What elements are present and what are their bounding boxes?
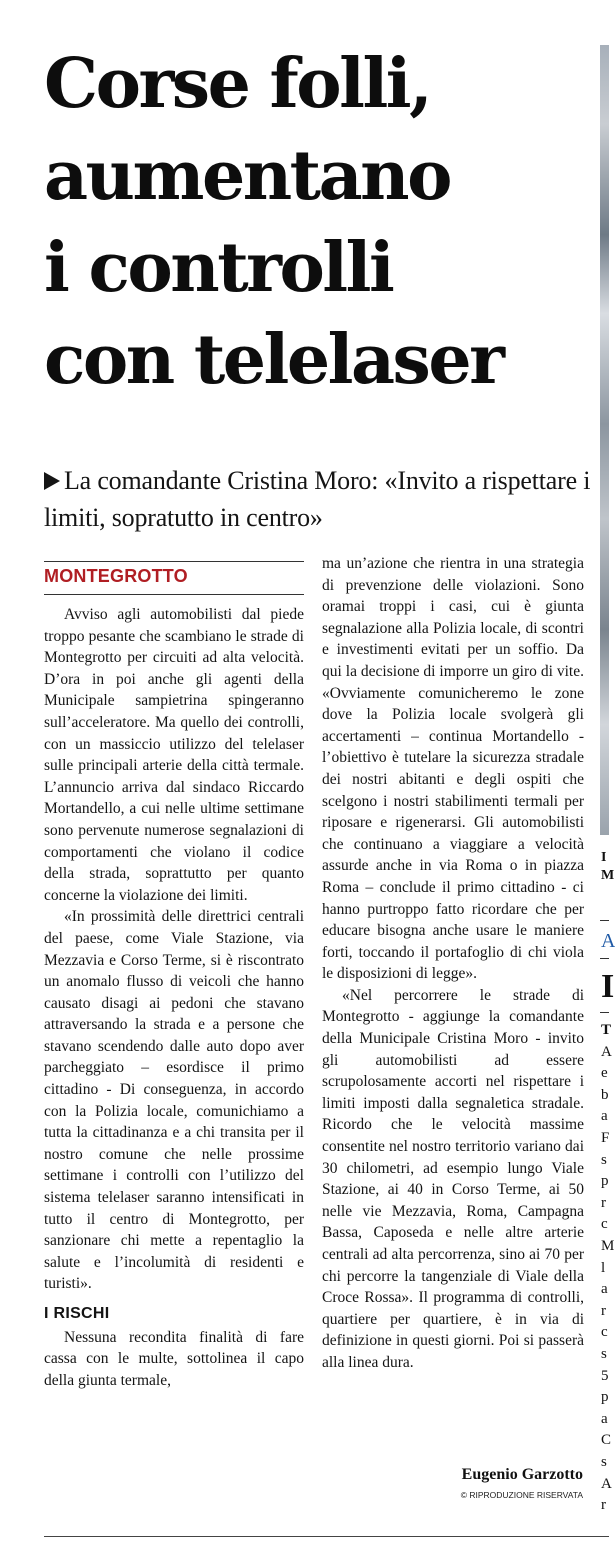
adjacent-line-fragment: l <box>601 1259 606 1276</box>
adjacent-line-fragment: c <box>601 1216 608 1233</box>
adjacent-rule <box>600 1012 609 1013</box>
adjacent-caption: I <box>601 850 607 865</box>
paragraph: «Nel percorrere le strade di Montegrotto - aggiunge la comandante della Municipale Cristina Moro - invito gli automobilisti ad essere scrupolosamente accorti nel rispettare i limiti imposti dalla segnaletica stradale. Ricordo che le velocità massime consentite nel nostro territorio variano dai 30 chilometri, ad esempio lungo Viale Stazione, ai 40 in Corso Terme, ai 50 nelle vie Mezzavia, Roma, Campagna Bassa, Caposeda e nelle altre arterie centrali ad alta percorrenza, sino ai 70 per chi percorre la tangenziale di Viale della Croce Rossa». Il programma di controlli, quartiere per quartiere, è in via di definizione in questi giorni. Poi si passerà alla linea dura. <box>322 986 584 1371</box>
paragraph: Nessuna recondita finalità di fare cassa con le multe, sottolinea il capo della giunta termale, <box>44 1328 304 1389</box>
headline <box>44 38 600 406</box>
adjacent-line-fragment: A <box>601 1043 612 1060</box>
byline: Eugenio Garzotto <box>461 1466 583 1483</box>
headline-line: aumentano <box>44 136 450 216</box>
adjacent-line-fragment: M <box>601 1238 615 1254</box>
adjacent-line-fragment: r <box>601 1497 606 1514</box>
subtitle <box>44 462 599 536</box>
bottom-rule <box>44 1536 609 1537</box>
body-column-1 <box>44 558 304 1391</box>
adjacent-line-fragment: a <box>601 1410 608 1427</box>
body-column-2 <box>322 553 584 1374</box>
adjacent-line-fragment: p <box>601 1389 609 1406</box>
kicker: MONTEGROTTO <box>44 566 188 586</box>
adjacent-line-fragment: s <box>601 1151 607 1168</box>
adjacent-line-fragment: A <box>601 1475 612 1492</box>
adjacent-rule <box>600 958 609 959</box>
copyright-notice: © RIPRODUZIONE RISERVATA <box>460 1490 583 1500</box>
adjacent-photo-edge <box>600 45 609 835</box>
adjacent-line-fragment: s <box>601 1454 607 1470</box>
subhead: I RISCHI <box>44 1305 110 1322</box>
adjacent-line-fragment: a <box>601 1108 608 1125</box>
adjacent-line-fragment: 5 <box>601 1367 609 1384</box>
paragraph: ma un’azione che rientra in una strategia di prevenzione delle violazioni. Sono oramai troppi i casi, cui è giunta segnalazione alla Polizia locale, di scontri e investimenti evitati per un soffio. Da qui la decisione di imporre un giro di vite. «Ovviamente comunicheremo le zone dove la Polizia locale svolgerà gli accertamenti – continua Mortandello - l’obiettivo è tutelare la sicurezza stradale dei nostri abitanti e degli ospiti che scelgono i nostri stabilimenti termali per riposare e rigenerarsi. Gli automobilisti che continuano a viaggiare a velocità assurde anche in via Roma o in piazza Roma – conclude il primo cittadino - ci hanno purtroppo fatto ricordare che per educare bisogna anche usare le maniere forti, toccando il portafoglio di chi viola le disposizioni di legge». <box>322 555 584 983</box>
adjacent-line-fragment: a <box>601 1281 608 1298</box>
subtitle-text: La comandante Cristina Moro: «Invito a rispettare i limiti, sopratutto in centro» <box>44 466 591 532</box>
adjacent-line-fragment: r <box>601 1302 606 1319</box>
adjacent-kicker: A <box>601 930 615 952</box>
paragraph: Avviso agli automobilisti dal piede troppo pesante che scambiano le strade di Montegrotto per circuiti ad alta velocità. D’ora in poi anche gli agenti della Municipale sampietrina spingeranno sull’acceleratore. Ma quello dei controlli, con un massiccio utilizzo del telelaser sulle principali arterie della città termale. L’annuncio arriva dal sindaco Riccardo Mortandello, a cui nelle ultime settimane sono pervenute numerose segnalazioni di comportamenti che violano il codice della strada, soprattutto per quanto concerne la violazione dei limiti. <box>44 606 304 904</box>
paragraph: «In prossimità delle direttrici centrali del paese, come Viale Stazione, via Mezzavia e Corso Terme, si è riscontrato un anomalo flusso di veicoli che hanno causato disagi ai pedoni che stavano attraversando la strada e a persone che stavano scendendo dalle auto dopo aver parcheggiato – esordisce il primo cittadino - Di conseguenza, in accordo con la Polizia locale, comunichiamo a tutta la cittadinanza e a chi transita per il nostro comune che nelle prossime settimane i controlli con l’utilizzo del sistema telelaser saranno intensificati in tutto il centro di Montegrotto, per sanzionare chi mette a repentaglio la salute e l’incolumità di residenti e turisti». <box>44 908 304 1293</box>
headline-line: con telelaser <box>44 320 503 400</box>
adjacent-line-fragment: p <box>601 1173 609 1190</box>
adjacent-line-fragment: c <box>601 1324 608 1341</box>
adjacent-line-fragment: e <box>601 1065 608 1082</box>
triangle-right-icon <box>44 472 60 490</box>
headline-line: i controlli <box>44 228 393 308</box>
adjacent-rule <box>600 920 609 921</box>
adjacent-line-fragment: C <box>601 1432 612 1449</box>
adjacent-line-fragment: b <box>601 1086 609 1103</box>
adjacent-line-fragment: r <box>601 1194 606 1211</box>
adjacent-line-fragment: T <box>601 1022 612 1038</box>
headline-line: Corse folli, <box>44 44 431 124</box>
adjacent-caption: M <box>601 868 615 883</box>
adjacent-line-fragment: F <box>601 1130 610 1146</box>
adjacent-line-fragment: s <box>601 1346 607 1362</box>
adjacent-headline: I <box>601 968 615 1005</box>
